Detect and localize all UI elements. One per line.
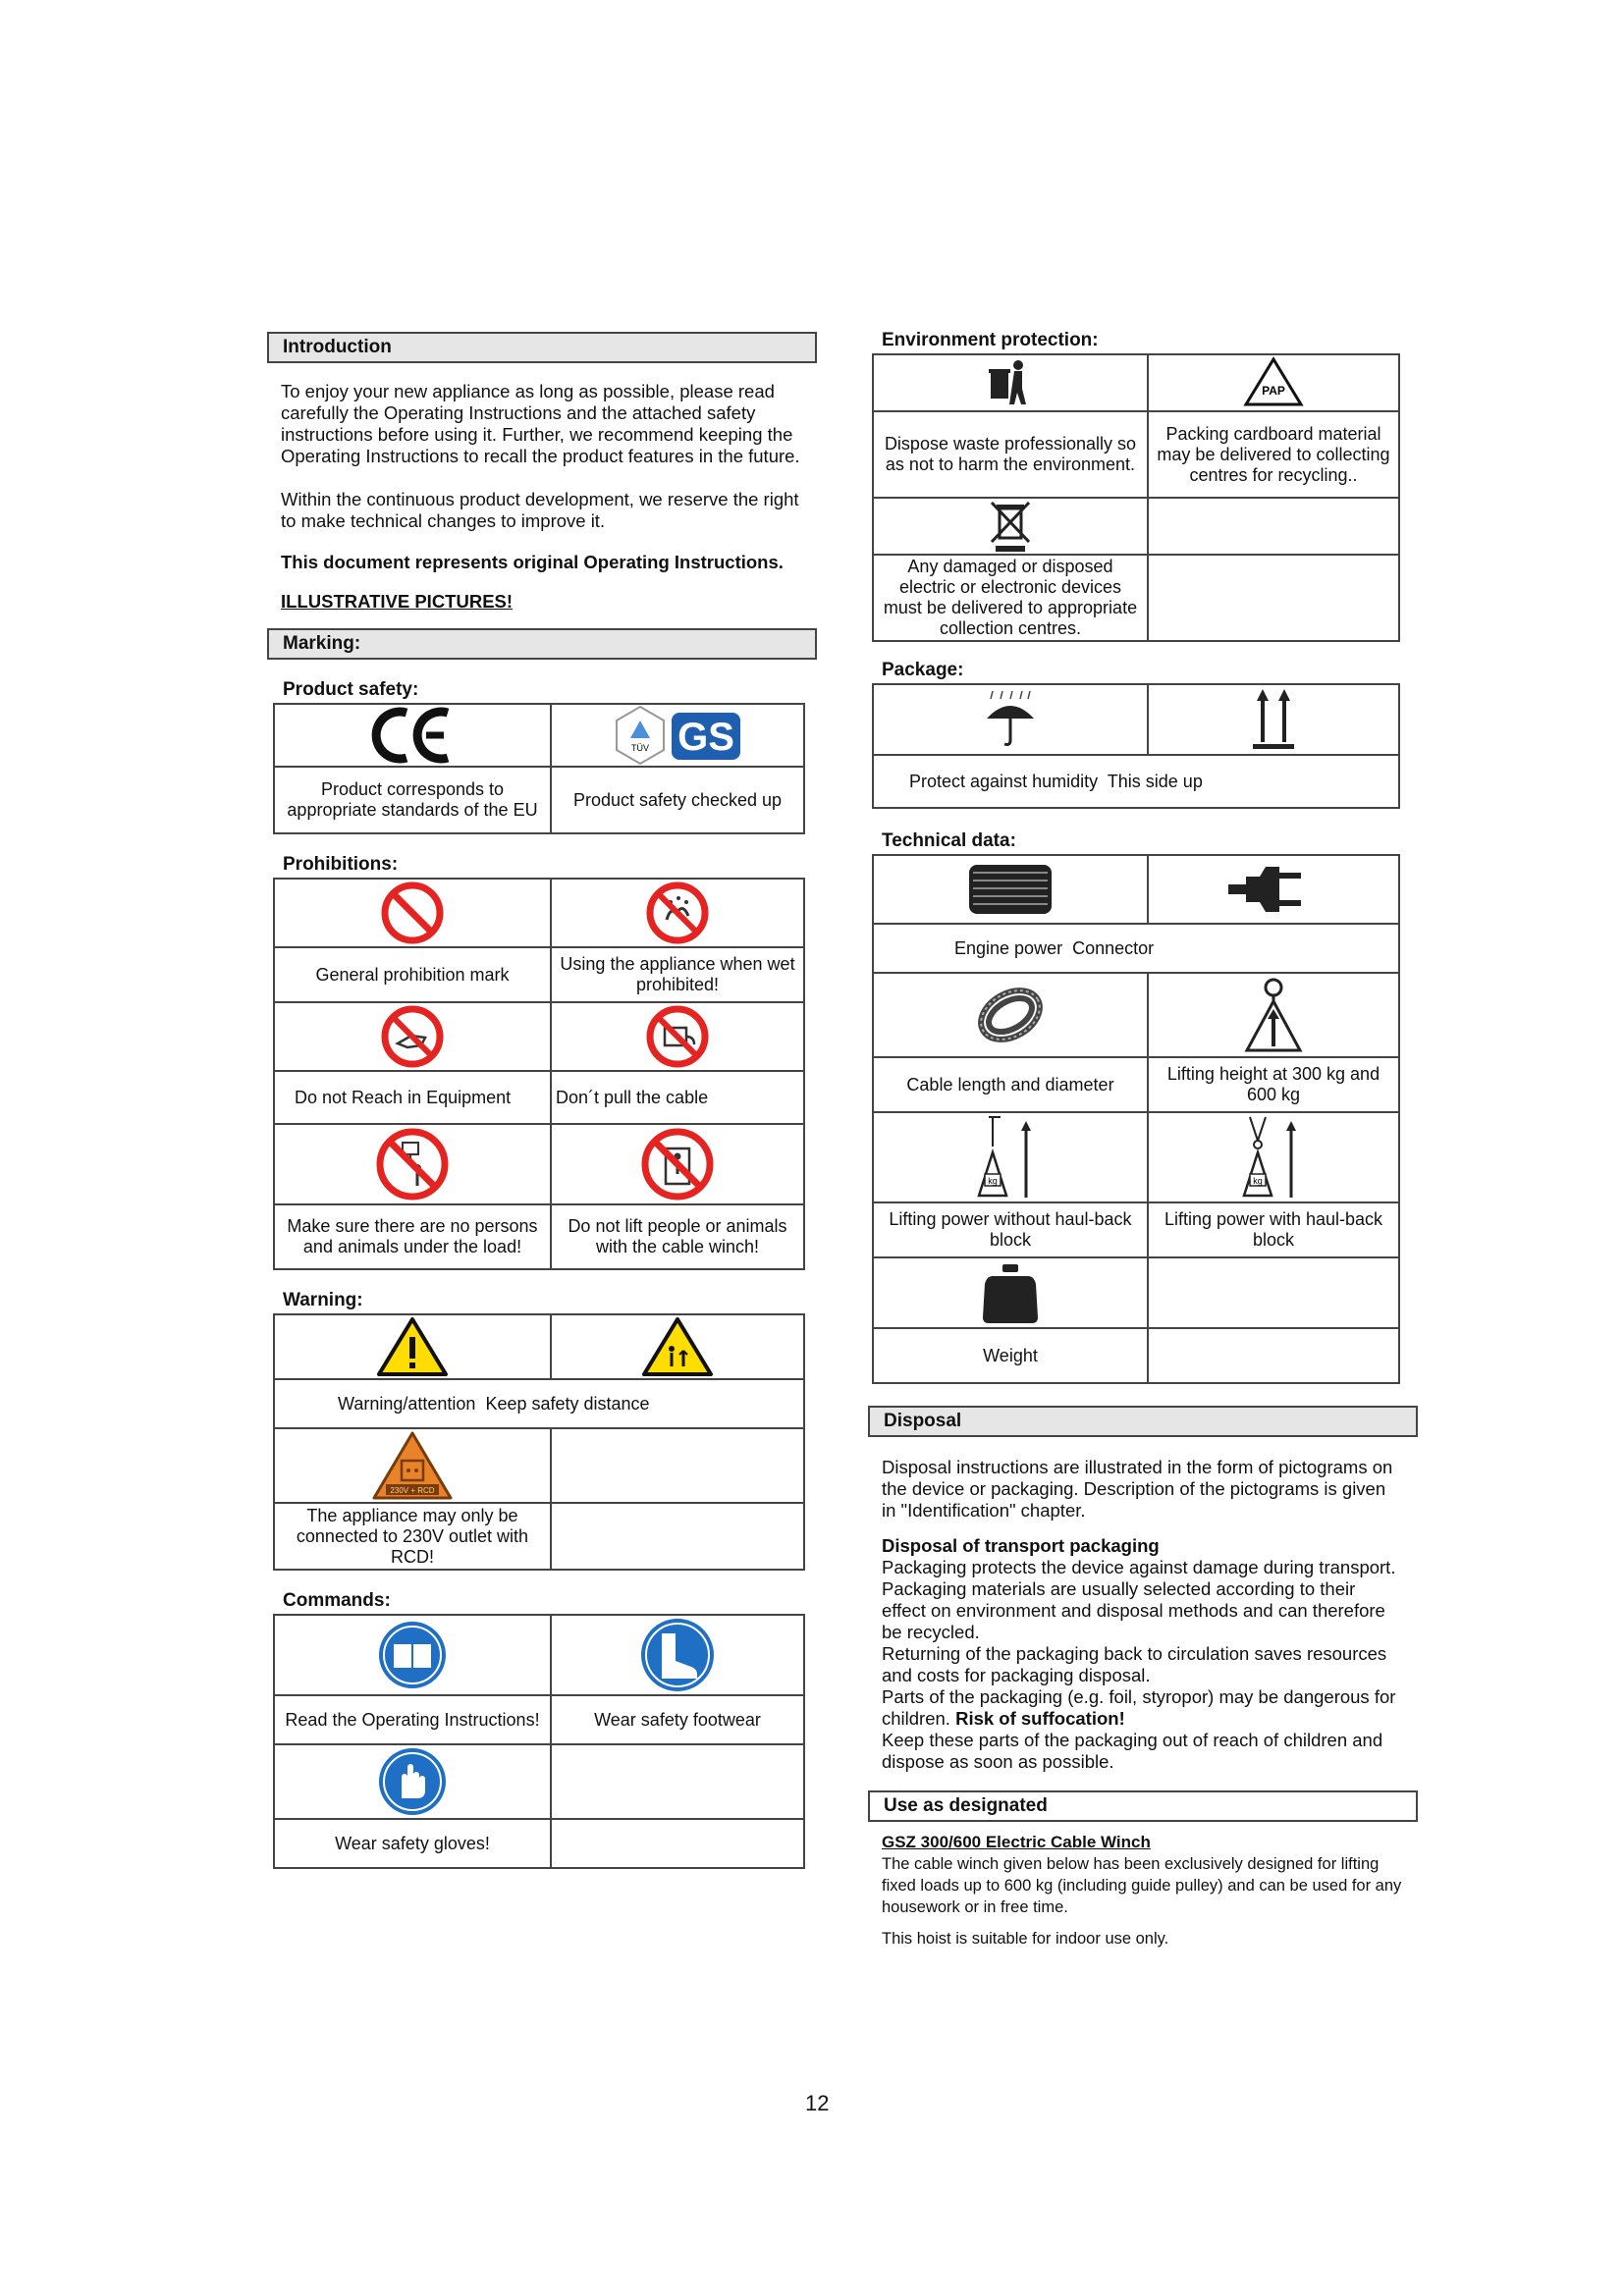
read-manual-icon [274, 1615, 551, 1695]
warning-title: Warning: [283, 1290, 363, 1310]
svg-text:PAP: PAP [1262, 384, 1285, 398]
empty-cell [551, 1819, 804, 1868]
empty-cell [551, 1744, 804, 1819]
transport-paragraph-3 [868, 1686, 1418, 1730]
empty-cell [551, 1428, 804, 1503]
transport-paragraph-2: Returning of the packaging back to circulation saves resources and costs for packaging disposal. [882, 1643, 1387, 1685]
prohibition-label-5: Make sure there are no persons and animals under the load! [274, 1204, 551, 1269]
command-label-1: Read the Operating Instructions! [274, 1695, 551, 1744]
lifting-height-icon [1148, 973, 1399, 1057]
empty-cell [1148, 1328, 1399, 1383]
transport-paragraph-4: Keep these parts of the packaging out of reach of children and dispose as soon as possible. [882, 1730, 1383, 1772]
transport-paragraph-3-text: Parts of the packaging (e.g. foil, styropor) may be dangerous for children. [882, 1686, 1396, 1729]
empty-cell [1148, 555, 1399, 641]
product-safety-title: Product safety: [283, 679, 419, 700]
cable-coil-icon [873, 973, 1148, 1057]
safety-gloves-icon [274, 1744, 551, 1819]
technical-labels-row-1 [873, 924, 1399, 973]
suffocation-warning: Risk of suffocation! [955, 1708, 1125, 1729]
warning-table [273, 1313, 805, 1571]
environment-label-1: Dispose waste professionally so as not to harm the environment. [873, 411, 1148, 498]
intro-paragraph-1: To enjoy your new appliance as long as possible, please read carefully the Operating Instructions and the attached safety instructions before using it. Further, we recommend keeping the Operating Instructions to recall the product features in the future. [281, 381, 800, 466]
use-paragraph-1: The cable winch given below has been exclusively designed for lifting fixed loads up to 600 kg (including guide pulley) and can be used for any housework or in free time. [882, 1855, 1402, 1916]
command-label-3: Wear safety gloves! [274, 1819, 551, 1868]
no-reach-icon [274, 1002, 551, 1071]
commands-title: Commands: [283, 1590, 391, 1611]
this-side-up-icon [1148, 684, 1399, 755]
empty-cell [1148, 1257, 1399, 1328]
svg-text:CE: CE [371, 707, 373, 708]
intro-paragraph-2: Within the continuous product development, we reserve the right to make technical changes to improve it. [281, 489, 799, 531]
ce-mark-icon [274, 704, 551, 767]
environment-table [872, 353, 1400, 642]
tuv-gs-mark-icon [551, 704, 804, 767]
technical-table [872, 854, 1400, 1384]
technical-label-6: Lifting power with haul-back block [1148, 1202, 1399, 1257]
package-label-1: Protect against humidity [909, 771, 1099, 791]
keep-distance-icon [551, 1314, 804, 1379]
no-cable-pull-icon [551, 1002, 804, 1071]
technical-label-5: Lifting power without haul-back block [873, 1202, 1148, 1257]
environment-title: Environment protection: [882, 330, 1099, 350]
general-prohibition-icon [274, 879, 551, 947]
svg-text:GS: GS [677, 716, 734, 759]
svg-text:TÜV: TÜV [631, 743, 649, 753]
transport-paragraph-1: Packaging protects the device against damage during transport. Packaging materials are usually selected according to their effect on environment and disposal methods and can therefore be recycled. [882, 1557, 1396, 1642]
connector-plug-icon [1148, 855, 1399, 924]
package-title: Package: [882, 660, 964, 680]
use-heading: Use as designated [868, 1790, 1418, 1822]
rcd-outlet-warning-icon [274, 1428, 551, 1503]
umbrella-icon [873, 684, 1148, 755]
weight-icon [873, 1257, 1148, 1328]
technical-label-4: Lifting height at 300 kg and 600 kg [1148, 1057, 1399, 1112]
no-persons-under-load-icon [274, 1124, 551, 1204]
warning-attention-icon [274, 1314, 551, 1379]
transport-packaging-title: Disposal of transport packaging [882, 1535, 1160, 1556]
technical-title: Technical data: [882, 830, 1016, 851]
package-label-2: This side up [1107, 771, 1203, 791]
illustrative-pictures-note: ILLUSTRATIVE PICTURES! [281, 591, 514, 612]
page-number: 12 [805, 2091, 830, 2115]
prohibition-label-3: Do not Reach in Equipment [274, 1071, 551, 1124]
marking-heading: Marking: [267, 628, 817, 660]
disposal-heading: Disposal [868, 1406, 1418, 1437]
lifting-power-with-block-icon [1148, 1112, 1399, 1202]
svg-text:230V + RCD: 230V + RCD [390, 1486, 435, 1495]
intro-paragraph-3: This document represents original Operating Instructions. [281, 552, 784, 572]
command-label-2: Wear safety footwear [551, 1695, 804, 1744]
technical-label-1: Engine power [954, 937, 1063, 958]
warning-label-3: The appliance may only be connected to 230V outlet with RCD! [274, 1503, 551, 1570]
use-paragraph-2: This hoist is suitable for indoor use only. [882, 1930, 1169, 1948]
prohibition-label-6: Do not lift people or animals with the cable winch! [551, 1204, 804, 1269]
engine-power-icon [873, 855, 1148, 924]
dispose-waste-icon [873, 354, 1148, 411]
prohibition-label-1: General prohibition mark [274, 947, 551, 1002]
product-safety-label-2: Product safety checked up [551, 767, 804, 833]
technical-label-7: Weight [873, 1328, 1148, 1383]
product-safety-label-1: Product corresponds to appropriate standards of the EU [274, 767, 551, 833]
weee-bin-icon [873, 498, 1148, 555]
right-column [868, 332, 1418, 1949]
disposal-paragraph-1: Disposal instructions are illustrated in the form of pictograms on the device or packaging. Description of the pictograms is given in "Identification" chapter. [882, 1457, 1393, 1521]
warning-label-1: Warning/attention [338, 1393, 476, 1414]
left-column [267, 332, 817, 1869]
empty-cell [551, 1503, 804, 1570]
prohibition-label-2: Using the appliance when wet prohibited! [551, 947, 804, 1002]
no-lifting-people-icon [551, 1124, 804, 1204]
warning-label-2: Keep safety distance [485, 1393, 650, 1414]
introduction-heading: Introduction [267, 332, 817, 363]
package-labels-row [873, 755, 1399, 808]
lifting-power-without-block-icon [873, 1112, 1148, 1202]
product-name: GSZ 300/600 Electric Cable Winch [882, 1833, 1151, 1851]
environment-label-2: Packing cardboard material may be delivered to collecting centres for recycling.. [1148, 411, 1399, 498]
svg-text:kg: kg [1253, 1176, 1263, 1186]
warning-labels-row [274, 1379, 804, 1428]
technical-label-3: Cable length and diameter [873, 1057, 1148, 1112]
no-wet-use-icon [551, 879, 804, 947]
safety-footwear-icon [551, 1615, 804, 1695]
environment-label-3: Any damaged or disposed electric or electronic devices must be delivered to appropriate collection centres. [873, 555, 1148, 641]
technical-label-2: Connector [1072, 937, 1155, 958]
pap-recycling-icon [1148, 354, 1399, 411]
prohibitions-table [273, 878, 805, 1270]
commands-table [273, 1614, 805, 1869]
svg-text:kg: kg [988, 1176, 998, 1186]
prohibition-label-4: Don´t pull the cable [551, 1071, 804, 1124]
prohibitions-title: Prohibitions: [283, 854, 399, 875]
product-safety-table [273, 703, 805, 834]
empty-cell [1148, 498, 1399, 555]
package-table [872, 683, 1400, 809]
